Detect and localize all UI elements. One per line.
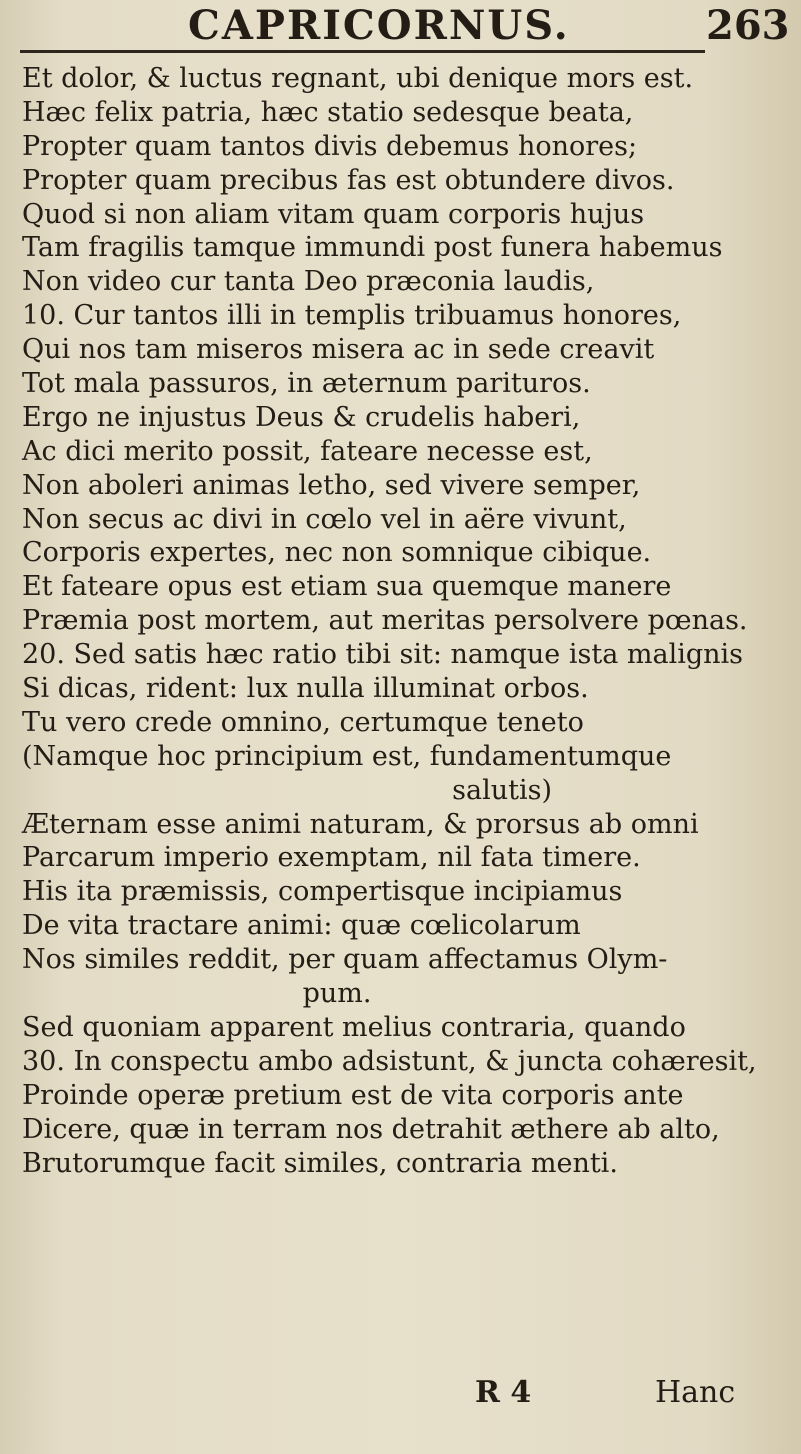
verse-line: Dicere, quæ in terram nos detrahit æthere ab alto, — [22, 1113, 720, 1145]
verse-line: Æternam esse animi naturam, & prorsus ab omni — [22, 808, 699, 840]
verse-line: Sed quoniam apparent melius contraria, quando — [22, 1011, 686, 1043]
verse-line: (Namque hoc principium est, fundamentumque — [22, 740, 672, 772]
verse-line: Non secus ac divi in cœlo vel in aëre vivunt, — [22, 503, 627, 535]
verse-line: Si dicas, rident: lux nulla illuminat orbos. — [22, 673, 589, 705]
verse-line: Non video cur tanta Deo præconia laudis, — [22, 266, 595, 298]
page-footer — [0, 1375, 801, 1425]
verse-line: Ergo ne injustus Deus & crudelis haberi, — [22, 401, 581, 433]
verse-line: salutis) — [452, 774, 552, 806]
verse-line: Quod si non aliam vitam quam corporis hujus — [22, 198, 645, 230]
verse-line: Præmia post mortem, aut meritas persolvere pœnas. — [22, 605, 748, 637]
verse-line: Propter quam precibus fas est obtundere divos. — [22, 164, 675, 196]
verse-line: pum. — [302, 978, 372, 1010]
verse-line: Et dolor, & luctus regnant, ubi denique mors est. — [22, 63, 694, 94]
verse-line: Parcarum imperio exemptam, nil fata timere. — [22, 842, 641, 874]
verse-line: Tu vero crede omnino, certumque teneto — [22, 706, 584, 738]
page-header — [0, 0, 801, 58]
verse-line: Brutorumque facit similes, contraria menti. — [22, 1147, 618, 1179]
header-rule — [20, 50, 705, 53]
page-number: 263 — [706, 2, 790, 49]
verse-line: Proinde operæ pretium est de vita corporis ante — [22, 1079, 684, 1111]
running-head: CAPRICORNUS. — [188, 2, 570, 49]
verse-line: Hæc felix patria, hæc statio sedesque beata, — [22, 96, 634, 128]
signature-mark: R 4 — [475, 1375, 532, 1410]
verse-line: Tot mala passuros, in æternum parituros. — [22, 368, 591, 400]
verse-line: De vita tractare animi: quæ cœlicolarum — [22, 910, 581, 942]
verse-line: Propter quam tantos divis debemus honores; — [22, 130, 638, 162]
verse-line: Et fateare opus est etiam sua quemque manere — [22, 571, 672, 603]
verse-block — [22, 62, 792, 1180]
verse-line: Non aboleri animas letho, sed vivere semper, — [22, 469, 641, 501]
verse-line: Nos similes reddit, per quam affectamus Olym- — [22, 944, 668, 976]
verse-line: 30. In conspectu ambo adsistunt, & juncta cohæresit, — [22, 1045, 757, 1077]
verse-line: His ita præmissis, compertisque incipiamus — [22, 876, 623, 908]
verse-line: Ac dici merito possit, fateare necesse est, — [22, 435, 593, 467]
verse-line: Corporis expertes, nec non somnique cibique. — [22, 537, 652, 569]
catchword: Hanc — [655, 1375, 736, 1410]
verse-line: 10. Cur tantos illi in templis tribuamus honores, — [22, 300, 682, 332]
verse-line: Qui nos tam miseros misera ac in sede creavit — [22, 334, 655, 366]
verse-line: 20. Sed satis hæc ratio tibi sit: namque ista malignis — [22, 639, 744, 671]
verse-line: Tam fragilis tamque immundi post funera habemus — [22, 232, 723, 264]
